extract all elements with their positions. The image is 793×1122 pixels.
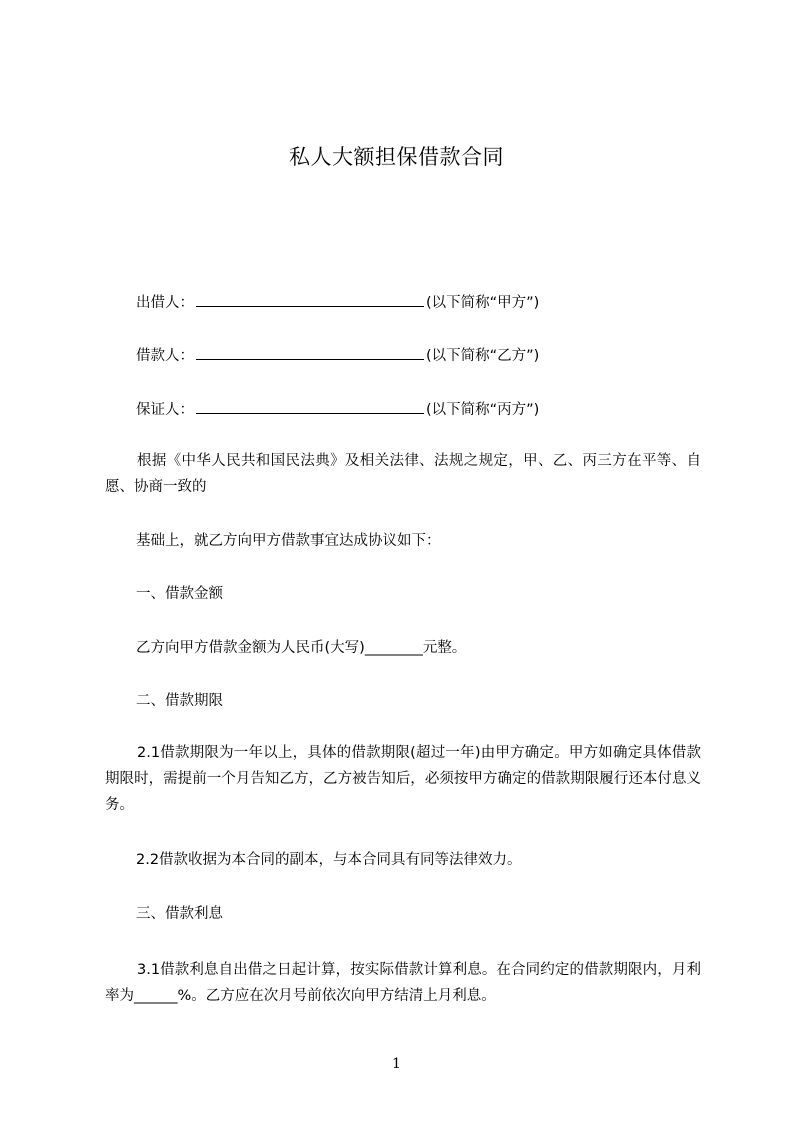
lender-label: 出借人： <box>136 295 194 311</box>
lender-blank <box>196 292 424 307</box>
guarantor-label: 保证人： <box>136 402 194 418</box>
guarantor-suffix: (以下简称“丙方”) <box>426 402 540 418</box>
borrower-line <box>136 345 539 366</box>
borrower-label: 借款人： <box>136 348 194 364</box>
clause-2-2: 2.2借款收据为本合同的副本，与本合同具有同等法律效力。 <box>136 852 522 868</box>
section-3-heading: 三、借款利息 <box>136 906 223 922</box>
borrower-blank <box>196 345 424 360</box>
section-2-heading: 二、借款期限 <box>136 693 223 709</box>
guarantor-blank <box>196 399 424 414</box>
lender-suffix: (以下简称“甲方”) <box>426 295 540 311</box>
page-number: 1 <box>392 1056 401 1072</box>
intro-continuation: 基础上，就乙方向甲方借款事宜达成协议如下： <box>136 533 441 549</box>
intro-paragraph: 根据《中华人民共和国民法典》及相关法律、法规之规定，甲、乙、丙三方在平等、自愿、协商一致的 <box>105 453 701 495</box>
document-title: 私人大额担保借款合同 <box>289 145 504 169</box>
clause-2-1: 2.1借款期限为一年以上，具体的借款期限(超过一年)由甲方确定。甲方如确定具体借款期限时，需提前一个月告知乙方，乙方被告知后，必须按甲方确定的借款期限履行还本付息义务。 <box>105 745 701 813</box>
clause-3-1: 3.1借款利息自出借之日起计算，按实际借款计算利息。在合同约定的借款期限内，月利率为______%。乙方应在次月号前依次向甲方结清上月利息。 <box>105 962 701 1004</box>
borrower-suffix: (以下简称“乙方”) <box>426 348 540 364</box>
guarantor-line <box>136 399 539 420</box>
section-1-text: 乙方向甲方借款金额为人民币(大写)________元整。 <box>136 640 467 656</box>
section-1-heading: 一、借款金额 <box>136 586 223 602</box>
lender-line <box>136 292 539 313</box>
